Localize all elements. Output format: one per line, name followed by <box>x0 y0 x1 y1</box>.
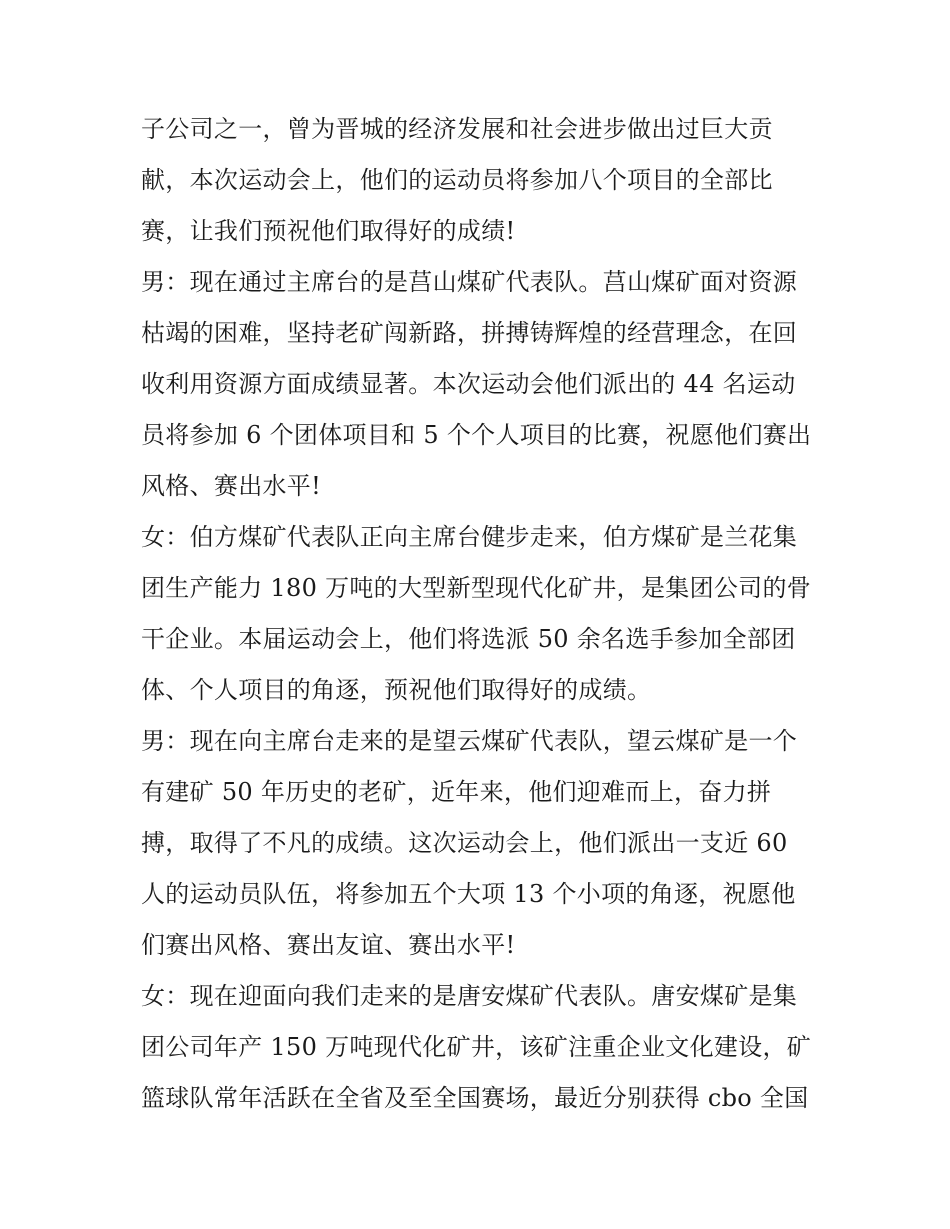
text-line: 团生产能力 180 万吨的大型新型现代化矿井，是集团公司的骨 <box>141 574 812 602</box>
text-line: 子公司之一，曾为晋城的经济发展和社会进步做出过巨大贡 <box>141 115 773 143</box>
text-line: 赛，让我们预祝他们取得好的成绩! <box>141 217 516 245</box>
text-line: 男：现在向主席台走来的是望云煤矿代表队，望云煤矿是一个 <box>141 727 798 755</box>
text-line: 收利用资源方面成绩显著。本次运动会他们派出的 44 名运动 <box>141 370 796 398</box>
text-line: 枯竭的困难，坚持老矿闯新路，拼搏铸辉煌的经营理念，在回 <box>141 319 798 347</box>
text-line: 们赛出风格、赛出友谊、赛出水平! <box>141 931 516 959</box>
text-line: 风格、赛出水平! <box>141 472 322 500</box>
text-line: 男：现在通过主席台的是莒山煤矿代表队。莒山煤矿面对资源 <box>141 268 798 296</box>
text-line: 员将参加 6 个团体项目和 5 个个人项目的比赛，祝愿他们赛出 <box>141 421 812 449</box>
text-line: 干企业。本届运动会上，他们将选派 50 余名选手参加全部团 <box>141 625 796 653</box>
text-line: 女：现在迎面向我们走来的是唐安煤矿代表队。唐安煤矿是集 <box>141 982 798 1010</box>
text-line: 有建矿 50 年历史的老矿，近年来，他们迎难而上，奋力拼 <box>141 778 772 806</box>
text-line: 搏，取得了不凡的成绩。这次运动会上，他们派出一支近 60 <box>141 829 788 857</box>
document-body <box>141 104 821 1124</box>
text-line: 人的运动员队伍，将参加五个大项 13 个小项的角逐，祝愿他 <box>141 880 796 908</box>
text-line: 团公司年产 150 万吨现代化矿井，该矿注重企业文化建设，矿 <box>141 1033 812 1061</box>
text-line: 献，本次运动会上，他们的运动员将参加八个项目的全部比 <box>141 166 773 194</box>
text-line: 体、个人项目的角逐，预祝他们取得好的成绩。 <box>141 676 652 704</box>
text-line: 女：伯方煤矿代表队正向主席台健步走来，伯方煤矿是兰花集 <box>141 523 798 551</box>
text-line: 篮球队常年活跃在全省及至全国赛场，最近分别获得 cbo 全国 <box>141 1084 809 1112</box>
